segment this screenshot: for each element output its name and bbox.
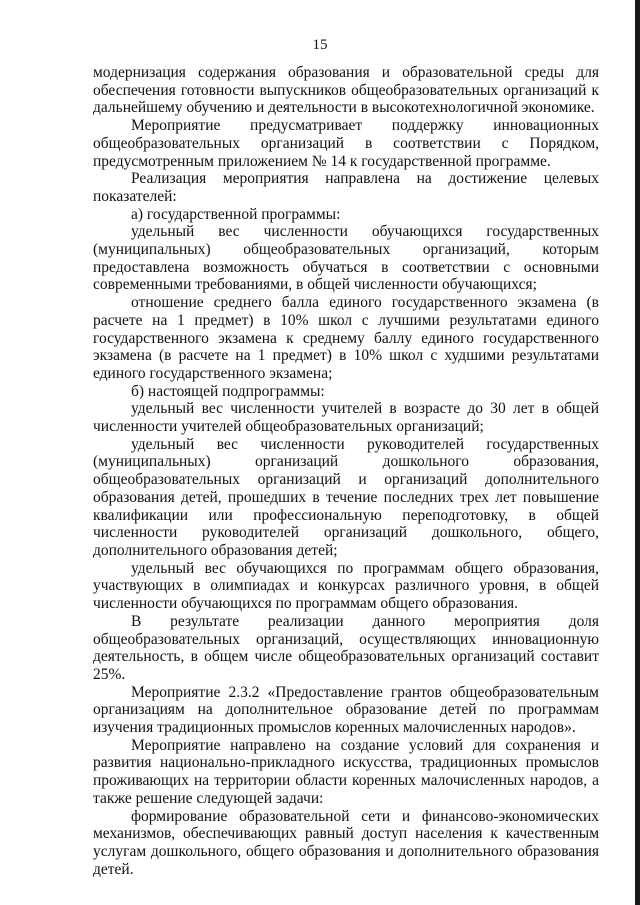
- indicator-item: удельный вес обучающихся по программам общего образования, участвующих в олимпиадах и конкурсах различного уровня, в общей численности обучающихся по программам общего образования.: [93, 559, 599, 613]
- list-heading-state-program: а) государственной программы:: [131, 205, 341, 223]
- paragraph-task: формирование образовательной сети и финансово-экономических механизмов, обеспечивающих равный доступ населения к качественным услугам дошкольного, общего образования и дополнительного образования детей.: [93, 807, 599, 878]
- document-body: [93, 64, 599, 878]
- indicator-item: отношение среднего балла единого государственного экзамена (в расчете на 1 предмет) в 10% школ с лучшими результатами единого государственного экзамена к среднему баллу единого государственного экзамена (в расчете на 1 предмет) в 10% школ с худшими результатами единого государственного экзамена;: [93, 294, 599, 382]
- page-number: 15: [312, 37, 328, 53]
- indicator-item: удельный вес численности руководителей государственных (муниципальных) организаций дошкольного образования, общеобразовательных организаций и организаций дополнительного образования детей, прошедших в течение последних трех лет повышение квалификации или профессиональную переподготовку, в общей численности руководителей организаций дошкольного, общего, дополнительного образования детей;: [93, 435, 599, 559]
- scan-edge: [635, 0, 640, 905]
- paragraph-innovation-support: Мероприятие предусматривает поддержку инновационных общеобразовательных организаций в соответствии с Порядком, предусмотренным приложением № 14 к государственной программе.: [93, 117, 599, 170]
- paragraph-continuation: модернизация содержания образования и образовательной среды для обеспечения готовности выпускников общеобразовательных организаций к дальнейшему обучению и деятельности в высокотехнологичной экономике.: [93, 64, 599, 117]
- indicator-item: удельный вес численности учителей в возрасте до 30 лет в общей численности учителей общеобразовательных организаций;: [93, 400, 599, 436]
- paragraph-measure-goal: Мероприятие направлено на создание условий для сохранения и развития национально-прикладного искусства, традиционных промыслов проживающих на территории области коренных малочисленных народов, а также решение следующей задачи:: [93, 736, 599, 807]
- paragraph-target-indicators: Реализация мероприятия направлена на достижение целевых показателей:: [93, 170, 599, 205]
- paragraph-result: В результате реализации данного мероприятия доля общеобразовательных организаций, осуществляющих инновационную деятельность, в общем числе общеобразовательных организаций составит 25%.: [93, 612, 599, 683]
- list-heading-subprogram: б) настоящей подпрограммы:: [131, 382, 325, 400]
- indicator-item: удельный вес численности обучающихся государственных (муниципальных) общеобразовательных организаций, которым предоставлена возможность обучаться в соответствии с основными современными требованиями, в общей численности обучающихся;: [93, 223, 599, 294]
- paragraph-measure-title: Мероприятие 2.3.2 «Предоставление грантов общеобразовательным организациям на дополнительное образование детей по программам изучения традиционных промыслов коренных малочисленных народов».: [93, 683, 599, 737]
